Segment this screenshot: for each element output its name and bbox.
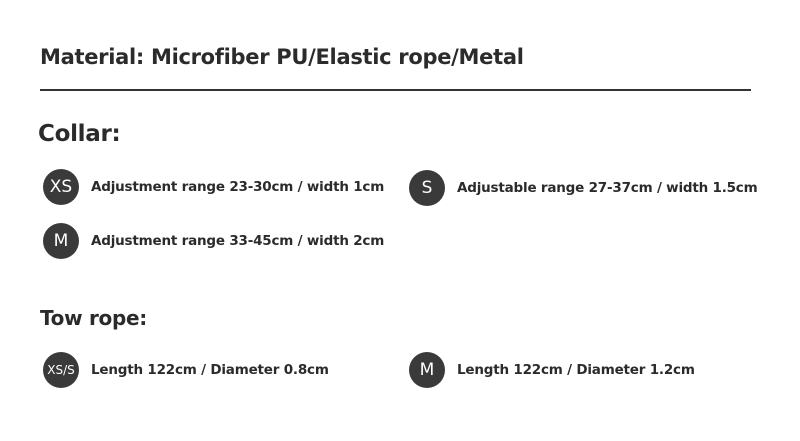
collar-item-text: Adjustment range 23-30cm / width 1cm (91, 179, 385, 195)
divider (40, 89, 751, 91)
size-badge-m: M (409, 352, 445, 388)
tow-rope-item-m (409, 352, 695, 388)
collar-section-title: Collar: (38, 121, 121, 147)
tow-rope-item-text: Length 122cm / Diameter 1.2cm (457, 362, 695, 378)
size-badge-s: S (409, 170, 445, 206)
collar-item-text: Adjustment range 33-45cm / width 2cm (91, 233, 385, 249)
collar-item-m (43, 223, 384, 259)
size-badge-xs-s: XS/S (43, 352, 79, 388)
collar-item-xs (43, 169, 384, 205)
tow-rope-section-title: Tow rope: (40, 306, 147, 330)
size-badge-m: M (43, 223, 79, 259)
material-title: Material: Microfiber PU/Elastic rope/Metal (40, 45, 524, 69)
size-badge-xs: XS (43, 169, 79, 205)
tow-rope-item-xs-s (43, 352, 329, 388)
collar-item-s (409, 170, 757, 206)
tow-rope-item-text: Length 122cm / Diameter 0.8cm (91, 362, 329, 378)
collar-item-text: Adjustable range 27-37cm / width 1.5cm (457, 180, 758, 196)
